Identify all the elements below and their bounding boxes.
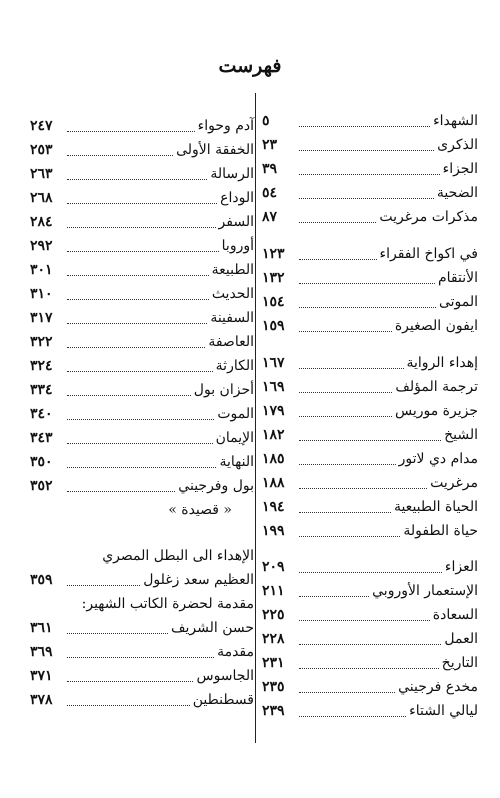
entry-title: الموت xyxy=(217,406,254,422)
toc-entry xyxy=(262,351,478,375)
entry-page-number: ٥ xyxy=(262,113,270,129)
toc-entry xyxy=(262,627,478,651)
toc-entry xyxy=(30,378,254,402)
dot-leader xyxy=(67,585,140,586)
entry-page-number: ٢٣ xyxy=(262,137,278,153)
dot-leader xyxy=(67,131,195,132)
entry-title: قسطنطين xyxy=(192,692,254,708)
dot-leader xyxy=(67,681,193,682)
entry-title: حسن الشريف xyxy=(170,620,254,636)
toc-entry xyxy=(30,138,254,162)
entry-page-number: ٣٥٢ xyxy=(30,478,53,494)
page-title: فهرست xyxy=(218,55,282,77)
dot-leader xyxy=(299,512,391,513)
dot-leader xyxy=(67,467,216,468)
entry-page-number: ٣٤٣ xyxy=(30,430,53,446)
toc-entry xyxy=(30,306,254,330)
toc-entry xyxy=(30,568,254,592)
entry-title: إهداء الرواية xyxy=(406,355,478,371)
toc-entry xyxy=(30,402,254,426)
entry-title: آدم وحواء xyxy=(197,118,254,134)
entry-title: مدام دي لاتور xyxy=(398,451,478,467)
toc-entry xyxy=(262,603,478,627)
dot-leader xyxy=(299,596,369,597)
entry-page-number: ٢٣٥ xyxy=(262,679,285,695)
toc-entry xyxy=(262,375,478,399)
toc-entry xyxy=(30,616,254,640)
entry-page-number: ٢٢٥ xyxy=(262,607,285,623)
entry-title: أوروبا xyxy=(221,238,254,254)
dot-leader xyxy=(299,331,392,332)
toc-entry xyxy=(30,664,254,688)
entry-title: السعادة xyxy=(432,607,478,623)
toc-entry xyxy=(262,133,478,157)
entry-page-number: ١٨٥ xyxy=(262,451,285,467)
dot-leader xyxy=(299,620,430,621)
entry-page-number: ٣٦٩ xyxy=(30,644,53,660)
entry-page-number: ٣١٧ xyxy=(30,310,53,326)
entry-title: الجزاء xyxy=(442,161,478,177)
dot-leader xyxy=(299,174,440,175)
toc-entry xyxy=(262,423,478,447)
dot-leader xyxy=(67,657,214,658)
entry-title: السفينة xyxy=(210,310,254,326)
dot-leader xyxy=(67,443,213,444)
toc-entry xyxy=(30,210,254,234)
toc-entry xyxy=(262,447,478,471)
toc-entry xyxy=(30,162,254,186)
entry-page-number: ٨٧ xyxy=(262,209,278,225)
entry-page-number: ٢٣١ xyxy=(262,655,285,671)
toc-entry xyxy=(262,675,478,699)
dot-leader xyxy=(67,419,214,420)
dot-leader xyxy=(67,347,205,348)
entry-title: الأنتقام xyxy=(437,270,478,286)
entry-page-number: ٢٣٩ xyxy=(262,703,285,719)
entry-page-number: ٣٧١ xyxy=(30,668,53,684)
entry-page-number: ١٣٢ xyxy=(262,270,285,286)
dot-leader xyxy=(67,251,219,252)
entry-page-number: ١٥٩ xyxy=(262,318,285,334)
toc-entry xyxy=(30,640,254,664)
entry-title: الخفقة الأولى xyxy=(176,142,254,158)
entry-title: السفر xyxy=(218,214,254,230)
dot-leader xyxy=(299,416,392,417)
entry-title: الإستعمار الأوروبي xyxy=(372,583,478,599)
entry-title: ايفون الصغيرة xyxy=(394,318,478,334)
dot-leader xyxy=(67,275,209,276)
entry-title: الموتى xyxy=(438,294,478,310)
dot-leader xyxy=(67,155,173,156)
dot-leader xyxy=(299,536,400,537)
entry-title: الطبيعة xyxy=(211,262,254,278)
toc-entry xyxy=(30,688,254,712)
entry-title: الإيمان xyxy=(215,430,254,446)
entry-page-number: ١٩٤ xyxy=(262,499,285,515)
entry-page-number: ٢٨٤ xyxy=(30,214,53,230)
entry-title: العزاء xyxy=(444,559,478,575)
entry-page-number: ٣٦١ xyxy=(30,620,53,636)
dot-leader xyxy=(299,222,376,223)
toc-entry xyxy=(262,399,478,423)
entry-page-number: ٣٢٢ xyxy=(30,334,53,350)
entry-title: مرغريت xyxy=(430,475,478,491)
entry-title: النهاية xyxy=(219,454,254,470)
dot-leader xyxy=(299,392,392,393)
dot-leader xyxy=(67,633,168,634)
entry-page-number: ١٥٤ xyxy=(262,294,285,310)
entry-page-number: ٣٢٤ xyxy=(30,358,53,374)
entry-page-number: ٣١٠ xyxy=(30,286,53,302)
entry-page-number: ١٩٩ xyxy=(262,523,285,539)
entry-title: الشهداء xyxy=(433,113,478,129)
entry-page-number: ٣٣٤ xyxy=(30,382,53,398)
entry-page-number: ٢٢٨ xyxy=(262,631,285,647)
entry-title: الحياة الطبيعية xyxy=(393,499,478,515)
toc-entry xyxy=(262,242,478,266)
entry-page-number: ٣٧٨ xyxy=(30,692,53,708)
toc-entry xyxy=(30,234,254,258)
dot-leader xyxy=(67,299,209,300)
entry-title: العمل xyxy=(444,631,478,647)
entry-title: جزيرة موريس xyxy=(394,403,478,419)
entry-page-number: ٢١١ xyxy=(262,583,285,599)
entry-page-number: ٢٠٩ xyxy=(262,559,285,575)
intro-line: مقدمة لحضرة الكاتب الشهير: xyxy=(81,596,254,612)
dot-leader xyxy=(299,198,434,199)
entry-title: الضحية xyxy=(436,185,478,201)
dot-leader xyxy=(67,705,190,706)
entry-title: حياة الطفولة xyxy=(403,523,478,539)
entry-title: الجاسوس xyxy=(196,668,254,684)
entry-page-number: ٣٤٠ xyxy=(30,406,53,422)
dedication-line: الإهداء الى البطل المصري xyxy=(102,548,254,564)
dot-leader xyxy=(299,368,404,369)
dot-leader xyxy=(67,179,207,180)
entry-title: ليالي الشتاء xyxy=(409,703,478,719)
dot-leader xyxy=(299,307,436,308)
entry-title: العاصفة xyxy=(208,334,254,350)
entry-page-number: ٢٤٧ xyxy=(30,118,53,134)
entry-title: العظيم سعد زغلول xyxy=(143,572,254,588)
toc-entry xyxy=(262,266,478,290)
entry-page-number: ٥٤ xyxy=(262,185,278,201)
entry-title: ترجمة المؤلف xyxy=(395,379,478,395)
dot-leader xyxy=(67,323,207,324)
dot-leader xyxy=(67,395,191,396)
entry-title: الوداع xyxy=(220,190,254,206)
toc-entry xyxy=(262,651,478,675)
entry-title: الذكرى xyxy=(437,137,478,153)
toc-entry xyxy=(262,471,478,495)
dot-leader xyxy=(299,126,430,127)
entry-title: الكارثة xyxy=(215,358,254,374)
entry-page-number: ١٦٧ xyxy=(262,355,285,371)
dot-leader xyxy=(299,259,377,260)
dot-leader xyxy=(299,692,395,693)
toc-entry xyxy=(262,555,478,579)
dot-leader xyxy=(67,203,217,204)
toc-entry xyxy=(262,181,478,205)
entry-title: مخدع فرجيني xyxy=(398,679,478,695)
toc-entry xyxy=(262,157,478,181)
entry-title: الحديث xyxy=(211,286,254,302)
entry-page-number: ٣٠١ xyxy=(30,262,53,278)
dot-leader xyxy=(299,644,441,645)
toc-entry xyxy=(30,114,254,138)
toc-entry xyxy=(262,290,478,314)
toc-entry xyxy=(262,205,478,229)
toc-entry xyxy=(30,450,254,474)
dot-leader xyxy=(67,227,216,228)
dot-leader xyxy=(299,440,441,441)
toc-entry xyxy=(262,519,478,543)
column-divider xyxy=(255,93,256,743)
toc-entry xyxy=(262,314,478,338)
dot-leader xyxy=(299,668,439,669)
entry-page-number: ٢٥٣ xyxy=(30,142,53,158)
entry-page-number: ١٦٩ xyxy=(262,379,285,395)
dot-leader xyxy=(299,283,435,284)
toc-entry xyxy=(262,579,478,603)
entry-title: التاريخ xyxy=(441,655,478,671)
dot-leader xyxy=(299,488,427,489)
entry-title: الرسالة xyxy=(210,166,254,182)
toc-entry xyxy=(30,426,254,450)
entry-page-number: ١٧٩ xyxy=(262,403,285,419)
dot-leader xyxy=(299,150,434,151)
toc-entry xyxy=(30,186,254,210)
toc-entry xyxy=(30,282,254,306)
entry-page-number: ١٢٣ xyxy=(262,246,285,262)
dot-leader xyxy=(299,716,406,717)
entry-page-number: ٢٩٢ xyxy=(30,238,53,254)
entry-page-number: ٢٦٣ xyxy=(30,166,53,182)
entry-page-number: ١٨٢ xyxy=(262,427,285,443)
entry-title: مقدمة xyxy=(217,644,254,660)
toc-entry xyxy=(30,258,254,282)
toc-entry xyxy=(262,109,478,133)
entry-page-number: ٣٥٠ xyxy=(30,454,53,470)
dot-leader xyxy=(299,572,442,573)
toc-entry xyxy=(262,699,478,723)
toc-entry xyxy=(30,330,254,354)
dot-leader xyxy=(67,371,213,372)
entry-page-number: ١٨٨ xyxy=(262,475,285,491)
entry-page-number: ٣٩ xyxy=(262,161,278,177)
entry-title: في اكواخ الفقراء xyxy=(379,246,478,262)
poem-label: « قصيدة » xyxy=(168,502,232,518)
entry-title: الشيخ xyxy=(444,427,478,443)
entry-title: أحزان بول xyxy=(193,382,254,398)
dot-leader xyxy=(67,491,175,492)
dot-leader xyxy=(299,464,396,465)
entry-page-number: ٣٥٩ xyxy=(30,572,53,588)
entry-title: مذكرات مرغريت xyxy=(379,209,478,225)
toc-entry xyxy=(262,495,478,519)
entry-title: بول وفرجيني xyxy=(178,478,254,494)
toc-entry xyxy=(30,474,254,498)
entry-page-number: ٢٦٨ xyxy=(30,190,53,206)
toc-entry xyxy=(30,354,254,378)
